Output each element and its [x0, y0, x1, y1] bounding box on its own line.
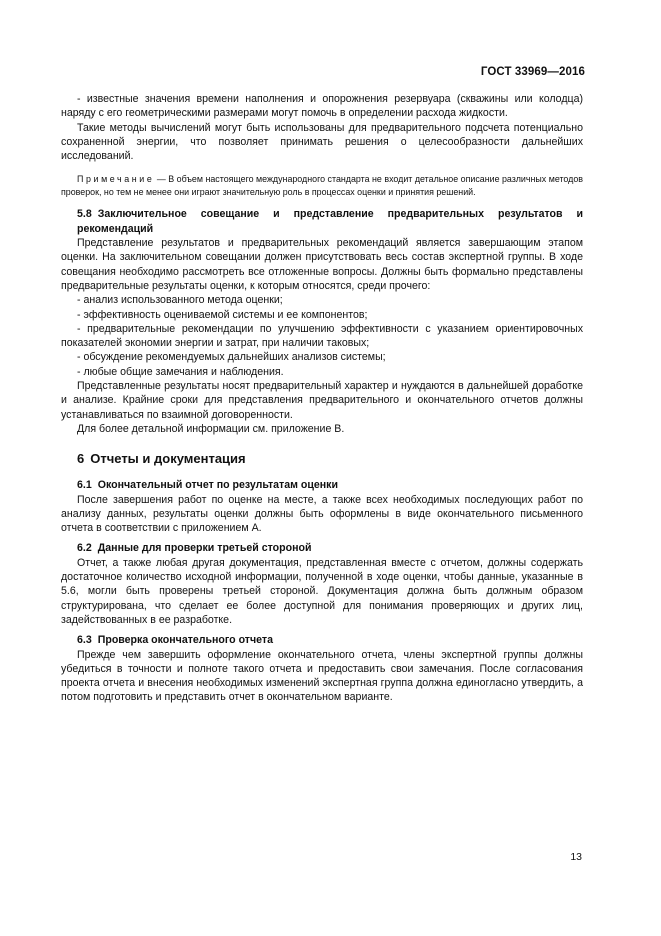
results-list	[61, 293, 583, 379]
subsection-title: Окончательный отчет по результатам оценки	[97, 479, 338, 492]
subsection-6-3-text: Прежде чем завершить оформление окончательного отчета, члены экспертной группы должны убедиться в точности и полноте такого отчета и предоставить свои замечания. После согласования проекта отчета и внесения необходимых изменений экспертная группа должна единогласно утвердить, а потом подготовить и представить отчет в окончательном варианте.	[61, 648, 583, 704]
note-text: — В объем настоящего международного стандарта не входит детальное описание различных методов проверок, но тем не менее они играют значительную роль в процессах оценки и принятия решений.	[61, 174, 583, 198]
list-item: - предварительные рекомендации по улучшению эффективности с указанием ориентировочных показателей экономии энергии и затрат, при наличии таковых;	[61, 322, 583, 350]
page-number: 13	[570, 851, 582, 863]
section-5-8-heading	[61, 207, 583, 236]
subsection-number: 6.3	[77, 634, 92, 647]
subsection-6-2-heading	[61, 541, 583, 555]
section-5-8-paragraph-2: Представленные результаты носят предварительный характер и нуждаются в дальнейшей доработке и анализе. Крайние сроки для представления предварительного и окончательного отчетов должны устанавливаться по взаимной договоренности.	[61, 380, 583, 421]
intro-paragraph: Такие методы вычислений могут быть использованы для предварительного подсчета потенциально сохраненной энергии, что позволяет принимать решения о целесообразности дальнейших исследований.	[61, 121, 583, 163]
document-id-header: ГОСТ 33969—2016	[480, 66, 585, 78]
page-body	[61, 92, 583, 705]
subsection-title: Проверка окончательного отчета	[97, 634, 273, 647]
section-title: Отчеты и документация	[90, 451, 246, 467]
subsection-6-1-heading	[61, 478, 583, 492]
subsection-6-1-text: После завершения работ по оценке на месте, а также всех необходимых последующих работ по анализу данных, результаты оценки должны быть оформлены в виде окончательного письменного отчета в соответствии с приложением А.	[61, 493, 583, 535]
section-title: Заключительное совещание и представление предварительных результатов и рекомендаций	[77, 208, 583, 235]
list-item: - обсуждение рекомендуемых дальнейших анализов системы;	[77, 351, 386, 364]
subsection-6-2-text: Отчет, а также любая другая документация, представленная вместе с отчетом, должны содержать достаточное количество исходной информации, полученной в ходе оценки, чтобы данные, указанные в 5.6, могли быть проверены третьей стороной. Документация должна быть должным образом структурирована, что сделает ее более доступной для понимания проверяющих и других лиц, задействованных в ее разработке.	[61, 556, 583, 626]
list-item: - эффективность оцениваемой системы и ее компонентов;	[77, 308, 368, 321]
section-number: 6	[77, 451, 85, 467]
section-5-8-paragraph-1: Представление результатов и предварительных рекомендаций является завершающим этапом оценки. На заключительном совещании должен присутствовать весь состав экспертной группы. В ходе совещания необходимо рассмотреть все отложенные вопросы. Должны быть формально представлены предварительные результаты оценки, к которым относятся, среди прочего:	[61, 237, 583, 292]
subsection-number: 6.2	[77, 542, 92, 555]
list-item: - анализ использованного метода оценки;	[77, 294, 283, 307]
subsection-title: Данные для проверки третьей стороной	[97, 542, 312, 555]
subsection-6-3-heading	[61, 633, 583, 647]
note-label: Примечание	[77, 174, 155, 185]
subsection-number: 6.1	[77, 479, 92, 492]
note-block	[61, 173, 583, 199]
section-5-8-paragraph-3: Для более детальной информации см. приложение В.	[77, 422, 345, 435]
intro-bullet: - известные значения времени наполнения и опорожнения резервуара (скважины или колодца) наряду с его геометрическими размерами могут помочь в определении расхода жидкости.	[61, 93, 583, 120]
section-6-heading	[61, 450, 583, 468]
section-number: 5.8	[77, 208, 92, 221]
list-item: - любые общие замечания и наблюдения.	[77, 365, 284, 378]
